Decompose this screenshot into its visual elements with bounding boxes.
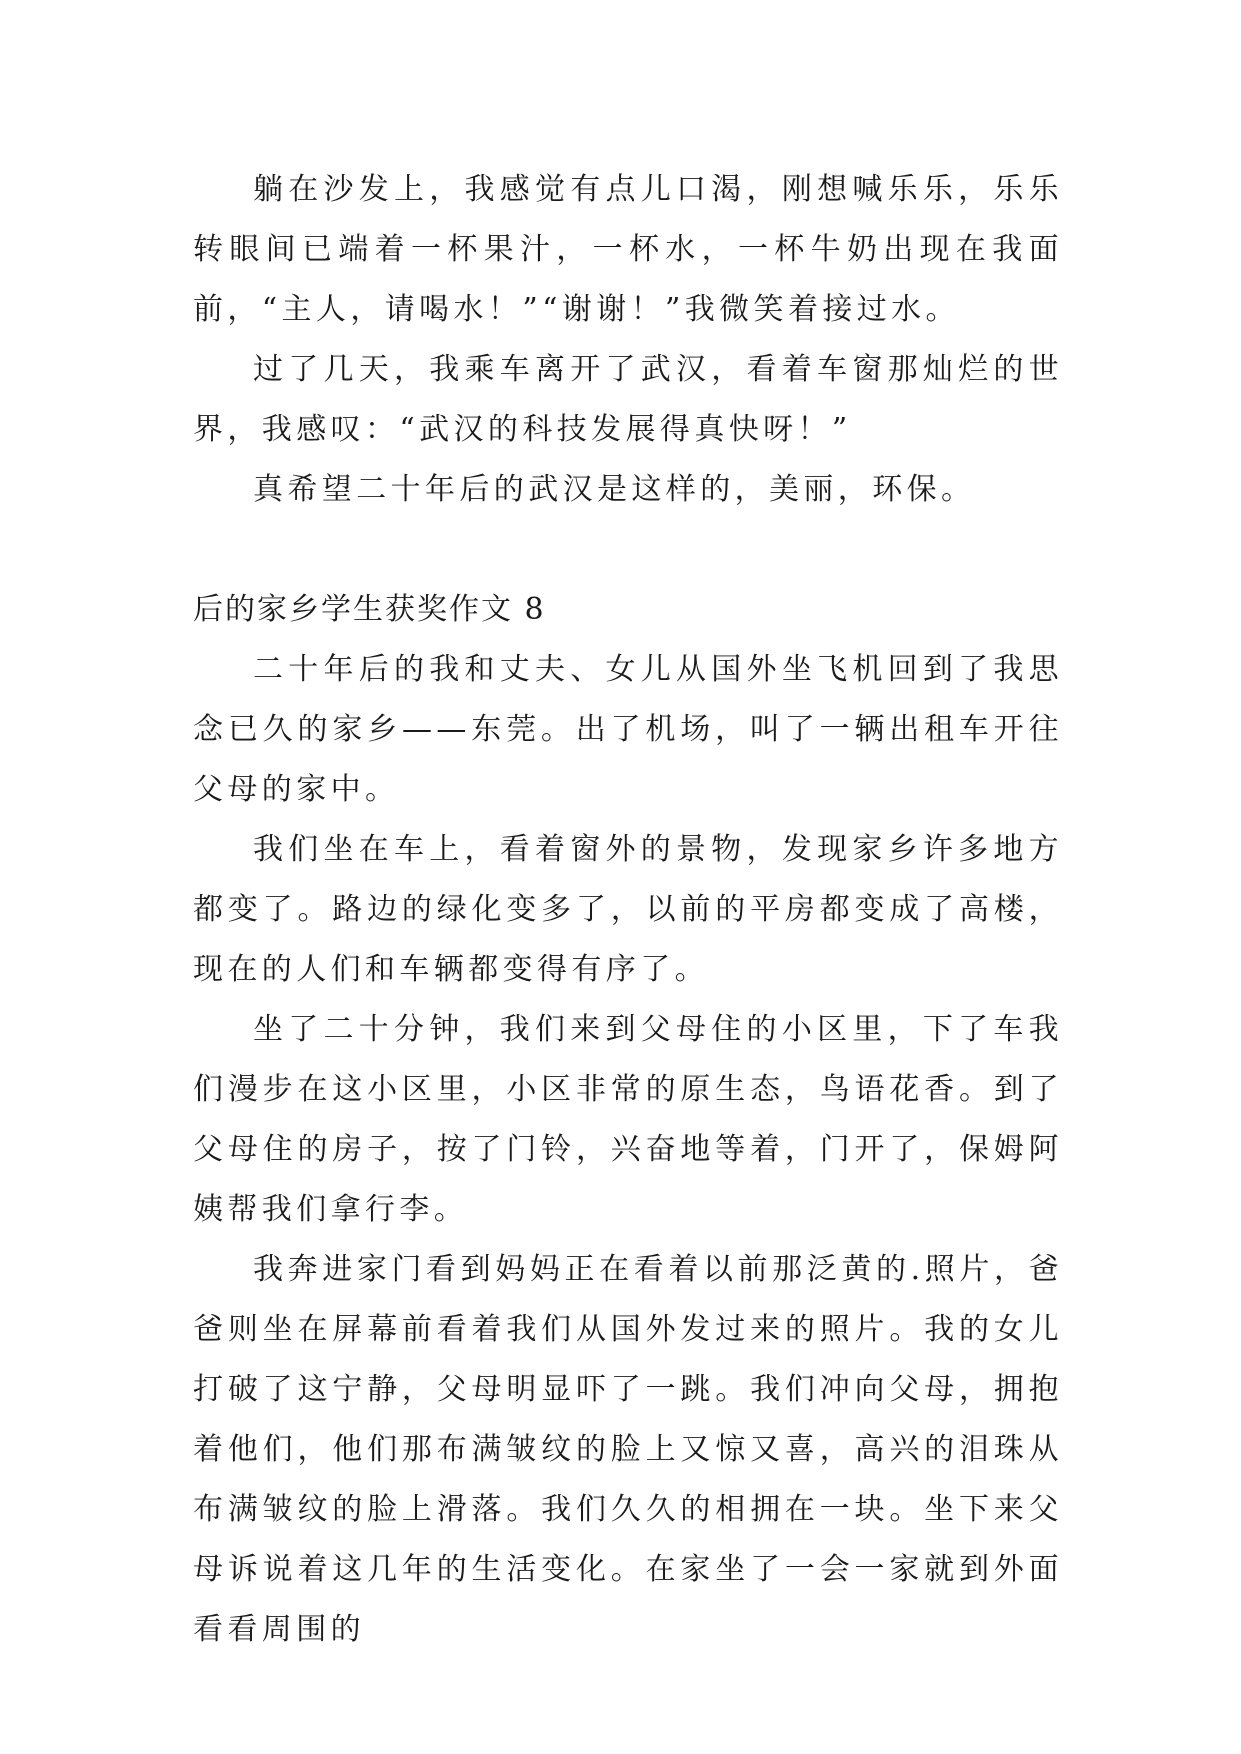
paragraph-leaving-wuhan: 过了几天，我乘车离开了武汉，看着车窗那灿烂的世界，我感叹：“武汉的科技发展得真快呀！” [193, 352, 1063, 447]
paragraph-lying-on-sofa: 躺在沙发上，我感觉有点儿口渴，刚想喊乐乐，乐乐转眼间已端着一杯果汁，一杯水，一杯牛奶出现在我面前，“主人，请喝水！”“谢谢！”我微笑着接过水。 [193, 172, 1063, 327]
paragraph-in-the-car: 我们坐在车上，看着窗外的景物，发现家乡许多地方都变了。路边的绿化变多了，以前的平房都变成了高楼，现在的人们和车辆都变得有序了。 [193, 832, 1063, 987]
paragraph-hope-wuhan: 真希望二十年后的武汉是这样的，美丽，环保。 [253, 472, 976, 507]
paragraph-reunion: 我奔进家门看到妈妈正在看着以前那泛黄的.照片，爸爸则坐在屏幕前看着我们从国外发过来的照片。我的女儿打破了这宁静，父母明显吓了一跳。我们冲向父母，拥抱着他们，他们那布满皱纹的脸上又惊又喜，高兴的泪珠从布满皱纹的脸上滑落。我们久久的相拥在一块。坐下来父母诉说着这几年的生活变化。在家坐了一会一家就到外面看看周围的 [193, 1252, 1063, 1647]
section-spacer [193, 520, 1063, 580]
paragraph-return-home: 二十年后的我和丈夫、女儿从国外坐飞机回到了我思念已久的家乡——东莞。出了机场，叫了一辆出租车开往父母的家中。 [193, 652, 1063, 807]
section-heading: 后的家乡学生获奖作文 8 [193, 592, 546, 627]
document-body [193, 160, 1063, 1660]
paragraph-arrive-community: 坐了二十分钟，我们来到父母住的小区里，下了车我们漫步在这小区里，小区非常的原生态，鸟语花香。到了父母住的房子，按了门铃，兴奋地等着，门开了，保姆阿姨帮我们拿行李。 [193, 1012, 1063, 1227]
